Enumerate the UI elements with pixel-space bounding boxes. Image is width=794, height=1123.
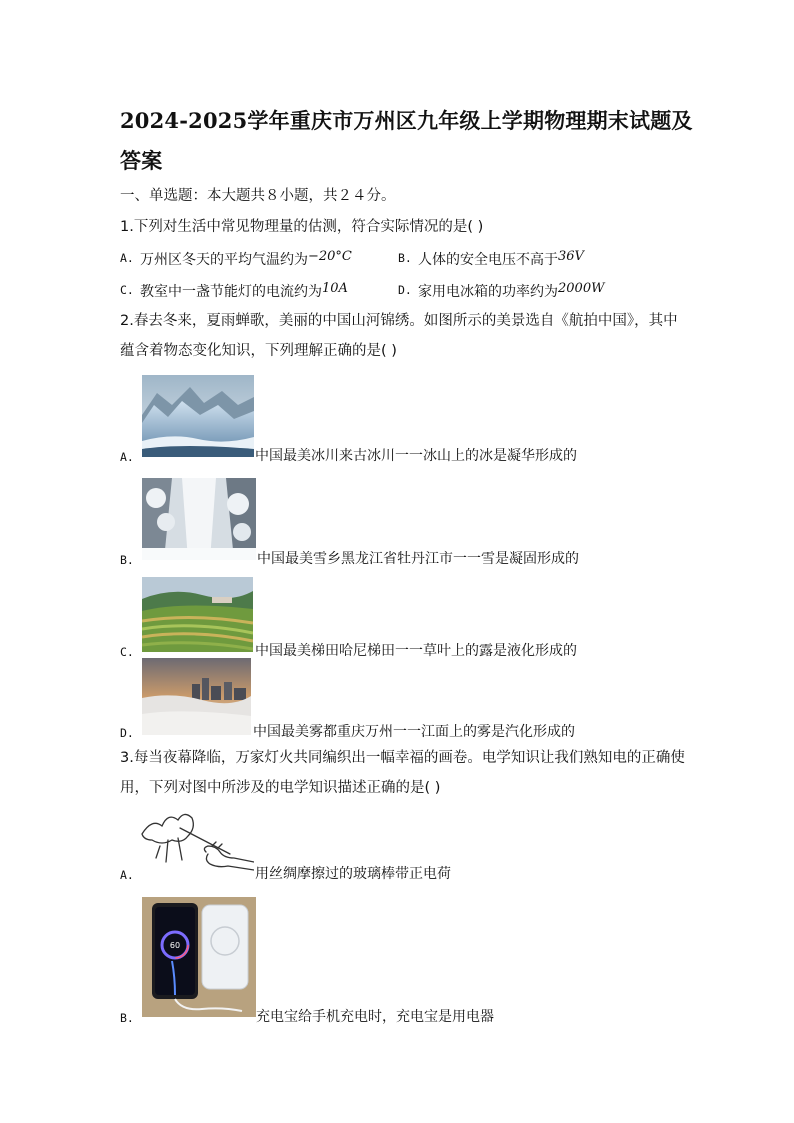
q1-option-c-label: C.: [120, 283, 134, 297]
q1-option-a: [140, 249, 352, 269]
q2-option-d-text: 中国最美雾都重庆万州一一江面上的雾是汽化形成的: [253, 724, 575, 740]
q1-option-b-text: 人体的安全电压不高于: [418, 252, 558, 268]
q1-option-c-text: 教室中一盏节能灯的电流约为: [140, 284, 322, 300]
q3-option-a-text: 用丝绸摩擦过的玻璃棒带正电荷: [255, 866, 451, 882]
q1-option-d-text: 家用电冰箱的功率约为: [418, 284, 558, 300]
glass-rod-silk-illustration: [138, 806, 254, 882]
page-title: 2024-2025学年重庆市万州区九年级上学期物理期末试题及答案: [120, 108, 693, 173]
q3-option-b-label: B.: [120, 1011, 134, 1025]
q1-option-d: [418, 281, 604, 301]
section-heading: 一、单选题：本大题共８小题，共２４分。: [120, 188, 396, 204]
q1-option-c-value: 10A: [322, 281, 348, 296]
q1-option-d-label: D.: [398, 283, 412, 297]
phone-battery-text: 60: [169, 941, 181, 950]
snow-forest-photo: [142, 478, 256, 560]
q1-option-c: [140, 281, 348, 301]
q3-option-a-label: A.: [120, 868, 134, 882]
terraces-photo: [142, 577, 253, 652]
q3-option-b-text: 充电宝给手机充电时，充电宝是用电器: [256, 1009, 494, 1025]
glacier-photo: [142, 375, 254, 457]
foggy-city-photo: [142, 658, 251, 735]
question-2-stem-line-2: 蕴含着物态变化知识，下列理解正确的是( ): [120, 343, 397, 359]
q1-option-a-label: A.: [120, 251, 134, 265]
q2-option-a-label: A.: [120, 450, 134, 464]
q1-option-d-value: 2000W: [558, 281, 605, 296]
question-3-stem-line-1: 3.每当夜幕降临，万家灯火共同编织出一幅幸福的画卷。电学知识让我们熟知电的正确使: [120, 750, 685, 766]
q2-option-b-label: B.: [120, 553, 134, 567]
q2-option-d-label: D.: [120, 726, 134, 740]
q1-option-b-value: 36V: [558, 249, 584, 264]
q1-option-a-value: −20°C: [308, 249, 352, 264]
q2-option-b-text: 中国最美雪乡黑龙江省牡丹江市一一雪是凝固形成的: [257, 551, 579, 567]
q1-option-b-label: B.: [398, 251, 412, 265]
question-2-stem-line-1: 2.春去冬来，夏雨蝉歌，美丽的中国山河锦绣。如图所示的美景选自《航拍中国》，其中: [120, 313, 678, 329]
question-3-stem-line-2: 用，下列对图中所涉及的电学知识描述正确的是( ): [120, 780, 441, 796]
q1-option-b: [418, 249, 584, 269]
q2-option-c-text: 中国最美梯田哈尼梯田一一草叶上的露是液化形成的: [255, 643, 577, 659]
q1-option-a-text: 万州区冬天的平均气温约为: [140, 252, 308, 268]
q2-option-c-label: C.: [120, 645, 134, 659]
question-1-stem: 1.下列对生活中常见物理量的估测，符合实际情况的是( ): [120, 219, 484, 235]
q2-option-a-text: 中国最美冰川来古冰川一一冰山上的冰是凝华形成的: [255, 448, 577, 464]
power-bank-phone-photo: [142, 897, 256, 1017]
